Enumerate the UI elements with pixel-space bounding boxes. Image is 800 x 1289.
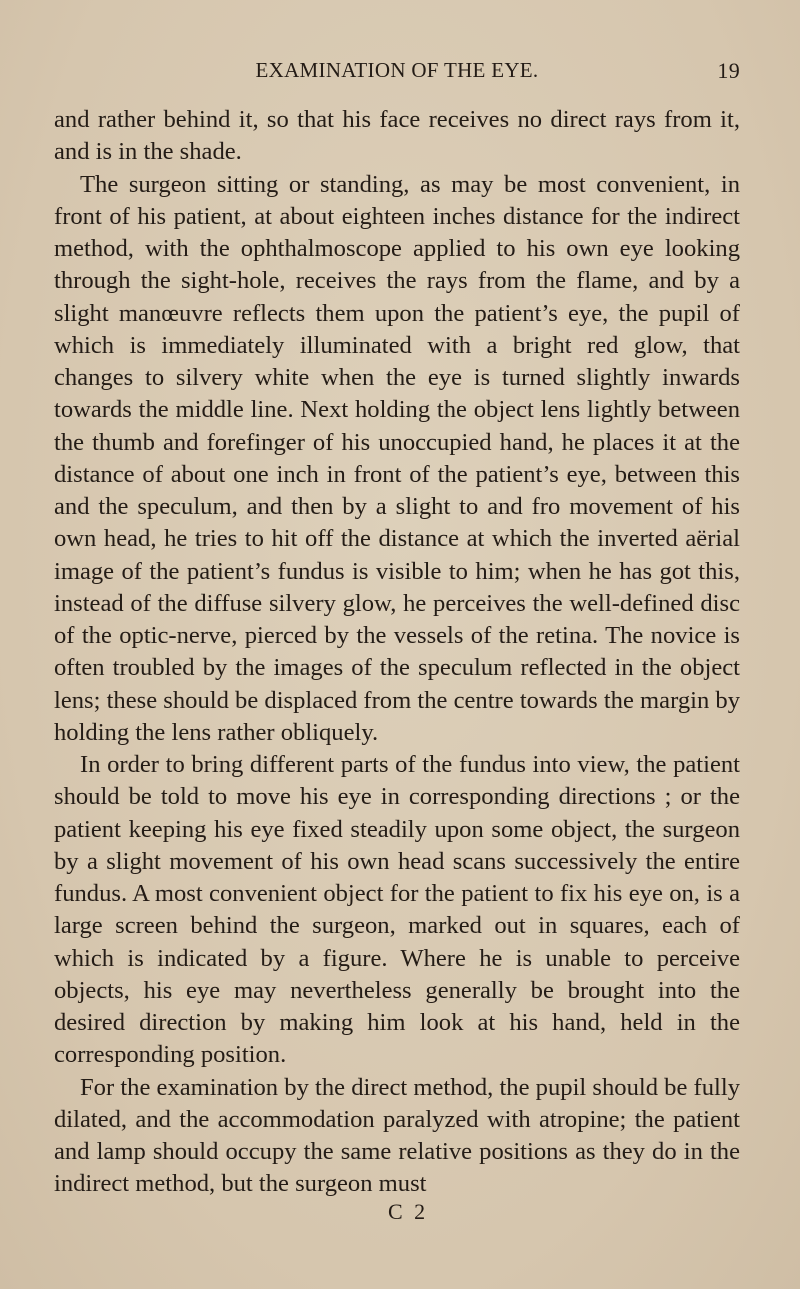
paragraph-2: The surgeon sitting or standing, as may be most convenient, in front of his patient, at about eighteen inches distance for the indirect method, with the ophthalmoscope applied to his own eye looking through the sight-hole, receives the rays from the flame, and by a slight manœuvre reflects them upon the patient’s eye, the pupil of which is immediately illuminated with a bright red glow, that changes to silvery white when the eye is turned slightly inwards towards the middle line. Next holding the object lens lightly between the thumb and forefinger of his unoccupied hand, he places it at the distance of about one inch in front of the patient’s eye, between this and the speculum, and then by a slight to and fro movement of his own head, he tries to hit off the distance at which the inverted aërial image of the patient’s fundus is visible to him; when he has got this, instead of the diffuse silvery glow, he perceives the well-defined disc of the optic-nerve, pierced by the vessels of the retina. The novice is often troubled by the images of the speculum reflected in the object lens; these should be displaced from the centre towards the margin by holding the lens rather obliquely. bbox=[54, 170, 740, 746]
paragraph-3: In order to bring different parts of the fundus into view, the patient should be told to move his eye in corresponding directions ; or the patient keeping his eye fixed steadily upon some object, the surgeon by a slight movement of his own head scans successively the entire fundus. A most convenient object for the patient to fix his eye on, is a large screen behind the surgeon, marked out in squares, each of which is indicated by a figure. Where he is unable to perceive objects, his eye may nevertheless generally be brought into the desired direction by making him look at his hand, held in the corresponding position. bbox=[54, 751, 740, 1069]
body-text bbox=[54, 104, 740, 1201]
signature-mark: C 2 bbox=[388, 1199, 429, 1224]
page-number: 19 bbox=[717, 58, 740, 83]
paragraph-1: and rather behind it, so that his face receives no direct rays from it, and is in the shade. bbox=[54, 106, 740, 166]
paragraph-4: For the examination by the direct method, the pupil should be fully dilated, and the accommodation paralyzed with atropine; the patient and lamp should occupy the same relative positions as they do in the indirect method, but the surgeon must bbox=[54, 1073, 740, 1198]
running-head bbox=[54, 58, 740, 88]
running-title: EXAMINATION OF THE EYE. bbox=[255, 58, 539, 82]
